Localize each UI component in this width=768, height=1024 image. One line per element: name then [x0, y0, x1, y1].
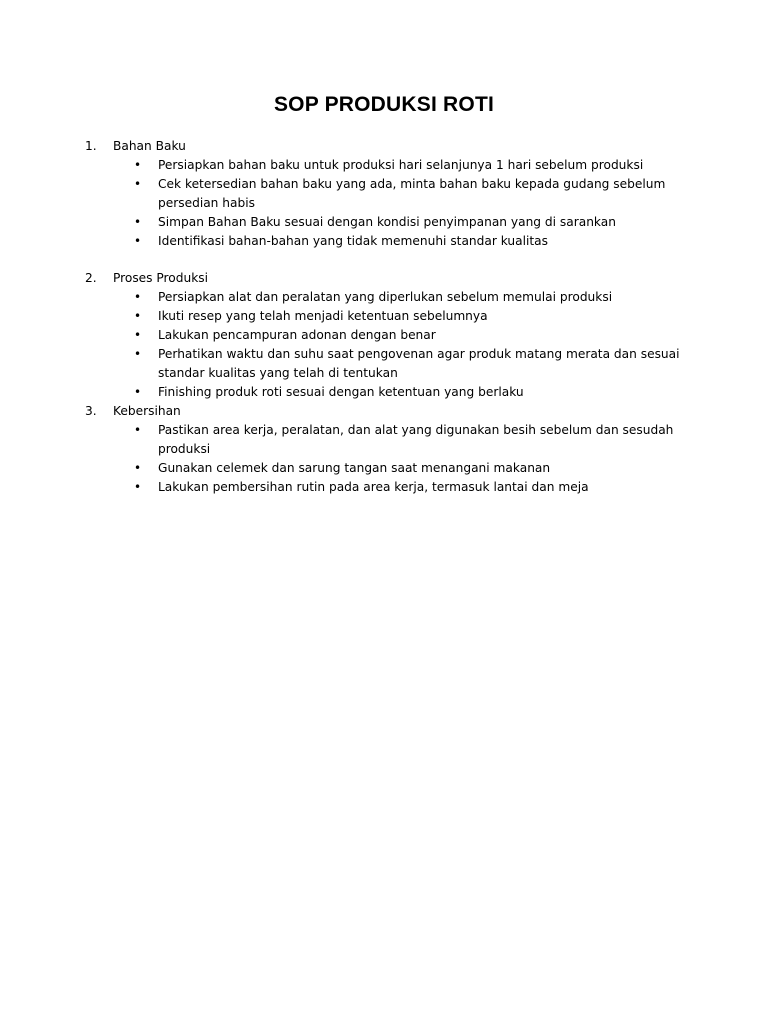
list-item-text: Ikuti resep yang telah menjadi ketentuan sebelumnya	[158, 309, 488, 323]
bullet-icon: •	[134, 215, 142, 229]
list-item	[0, 459, 768, 478]
list-item-text: Pastikan area kerja, peralatan, dan alat yang digunakan besih sebelum dan sesudah produksi	[158, 423, 674, 456]
bullet-icon: •	[134, 158, 142, 172]
section-number: 3.	[85, 404, 97, 418]
bullet-list	[0, 156, 768, 251]
bullet-icon: •	[134, 234, 142, 248]
bullet-icon: •	[134, 290, 142, 304]
section-label: Bahan Baku	[113, 139, 186, 153]
bullet-icon: •	[134, 309, 142, 323]
section-proses-produksi	[0, 269, 768, 402]
list-item-text: Identifikasi bahan-bahan yang tidak memenuhi standar kualitas	[158, 234, 548, 248]
list-item	[0, 326, 768, 345]
page-title: SOP PRODUKSI ROTI	[273, 93, 495, 116]
list-item-text: Persiapkan bahan baku untuk produksi hari selanjunya 1 hari sebelum produksi	[158, 158, 644, 172]
section-label: Proses Produksi	[113, 271, 208, 285]
section-label: Kebersihan	[113, 404, 181, 418]
list-item-text: Persiapkan alat dan peralatan yang diperlukan sebelum memulai produksi	[158, 290, 613, 304]
section-kebersihan	[0, 402, 768, 497]
bullet-list	[0, 421, 768, 497]
bullet-icon: •	[134, 177, 142, 191]
list-item-text: Lakukan pencampuran adonan dengan benar	[158, 328, 436, 342]
bullet-icon: •	[134, 461, 142, 475]
list-item-text: Cek ketersedian bahan baku yang ada, minta bahan baku kepada gudang sebelum persedian habis	[158, 177, 666, 210]
list-item-text: Lakukan pembersihan rutin pada area kerja, termasuk lantai dan meja	[158, 480, 589, 494]
list-item	[0, 213, 768, 232]
sop-sections	[0, 137, 768, 497]
bullet-icon: •	[134, 347, 142, 361]
list-item	[0, 478, 768, 497]
section-heading	[0, 402, 768, 421]
section-number: 2.	[85, 271, 97, 285]
list-item-text: Perhatikan waktu dan suhu saat pengovenan agar produk matang merata dan sesuai standar kualitas yang telah di tentukan	[158, 347, 680, 380]
list-item	[0, 383, 768, 402]
list-item	[0, 307, 768, 326]
bullet-icon: •	[134, 328, 142, 342]
section-number: 1.	[85, 139, 97, 153]
section-heading	[0, 137, 768, 156]
bullet-list	[0, 288, 768, 402]
list-item	[0, 288, 768, 307]
list-item	[0, 156, 768, 175]
bullet-icon: •	[134, 480, 142, 494]
list-item-text: Simpan Bahan Baku sesuai dengan kondisi penyimpanan yang di sarankan	[158, 215, 616, 229]
bullet-icon: •	[134, 385, 142, 399]
list-item	[0, 175, 768, 213]
section-bahan-baku	[0, 137, 768, 251]
list-item-text: Finishing produk roti sesuai dengan ketentuan yang berlaku	[158, 385, 524, 399]
list-item	[0, 232, 768, 251]
bullet-icon: •	[134, 423, 142, 437]
section-heading	[0, 269, 768, 288]
list-item	[0, 421, 768, 459]
list-item-text: Gunakan celemek dan sarung tangan saat menangani makanan	[158, 461, 551, 475]
list-item	[0, 345, 768, 383]
